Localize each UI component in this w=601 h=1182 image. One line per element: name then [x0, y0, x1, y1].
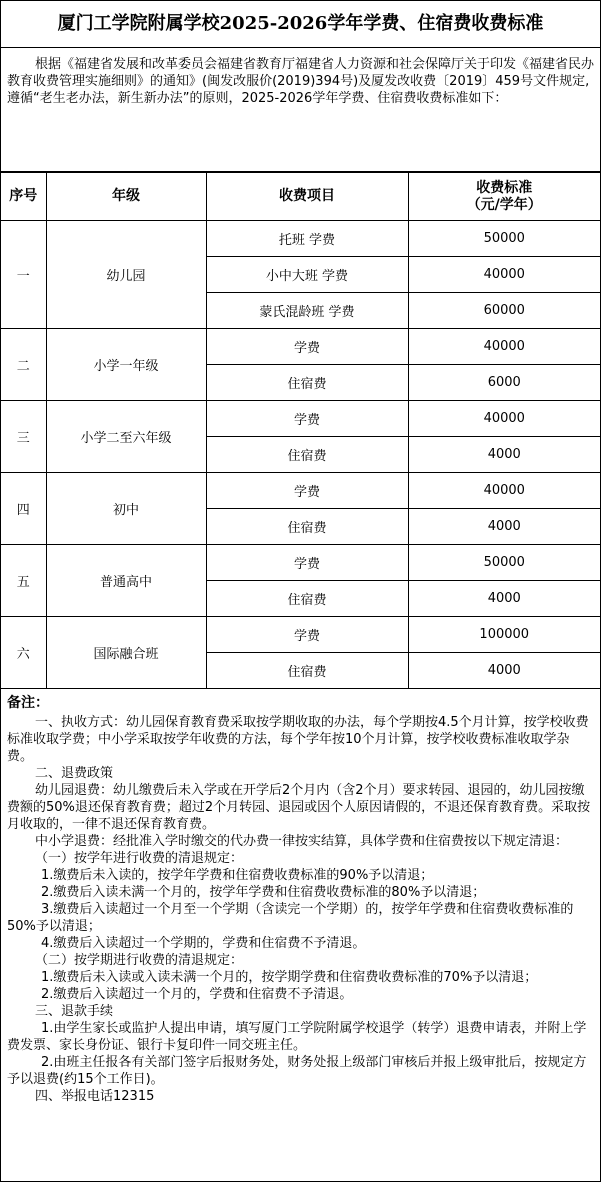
intro-paragraph: 根据《福建省发展和改革委员会福建省教育厅福建省人力资源和社会保障厅关于印发《福建省民办教育收费管理实施细则》的通知》(闽发改服价(2019)394号)及厦发改收费〔2019〕459号文件规定,遵循“老生老办法，新生新办法”的原则，2025-2026学年学费、住宿费收费标准如下： [1, 48, 600, 172]
cell-fee-item: 学费 [206, 401, 408, 437]
cell-fee-item: 蒙氏混龄班 学费 [206, 293, 408, 329]
cell-fee-item: 小中大班 学费 [206, 257, 408, 293]
cell-grade: 小学一年级 [46, 329, 206, 401]
header-seq: 序号 [1, 173, 46, 221]
cell-fee-amount: 50000 [408, 221, 600, 257]
fee-table [1, 172, 600, 689]
cell-fee-item: 学费 [206, 473, 408, 509]
notes-paragraph: 一、执收方式：幼儿园保育教育费采取按学期收取的办法，每个学期按4.5个月计算，按学校收费标准收取学费；中小学采取按学年收费的方法，每个学年按10个月计算，按学校收费标准收取学杂费。 [7, 715, 589, 764]
cell-fee-item: 住宿费 [206, 653, 408, 689]
table-row [1, 617, 600, 653]
fee-table-header-row [1, 173, 600, 221]
cell-fee-amount: 40000 [408, 257, 600, 293]
cell-fee-amount: 4000 [408, 581, 600, 617]
cell-fee-amount: 4000 [408, 509, 600, 545]
notes-paragraph: 四、举报电话12315 [35, 1089, 155, 1104]
notes-paragraph: 中小学退费：经批准入学时缴交的代办费一律按实结算，具体学费和住宿费按以下规定清退： [35, 834, 569, 849]
notes-paragraph: 2.由班主任报各有关部门签字后报财务处，财务处报上级部门审核后并报上级审批后，按规定方予以退费(约15个工作日)。 [7, 1055, 587, 1087]
cell-grade: 初中 [46, 473, 206, 545]
cell-grade: 普通高中 [46, 545, 206, 617]
cell-fee-amount: 60000 [408, 293, 600, 329]
cell-grade: 幼儿园 [46, 221, 206, 329]
cell-fee-amount: 6000 [408, 365, 600, 401]
cell-seq: 六 [1, 617, 46, 689]
cell-fee-amount: 4000 [408, 437, 600, 473]
cell-fee-amount: 4000 [408, 653, 600, 689]
cell-fee-item: 住宿费 [206, 365, 408, 401]
cell-seq: 三 [1, 401, 46, 473]
notes-label: 备注： [7, 695, 49, 711]
header-standard-line1: 收费标准 [476, 179, 533, 196]
cell-fee-amount: 50000 [408, 545, 600, 581]
cell-grade: 国际融合班 [46, 617, 206, 689]
cell-fee-amount: 40000 [408, 329, 600, 365]
cell-fee-item: 住宿费 [206, 581, 408, 617]
cell-fee-item: 学费 [206, 617, 408, 653]
notes-paragraph: 4.缴费后入读超过一个学期的，学费和住宿费不予清退。 [41, 936, 366, 951]
notes-paragraph: （一）按学年进行收费的清退规定： [35, 851, 244, 866]
table-row [1, 221, 600, 257]
cell-seq: 一 [1, 221, 46, 329]
notes-section [1, 689, 600, 1105]
cell-fee-item: 托班 学费 [206, 221, 408, 257]
notes-paragraph: 3.缴费后入读超过一个月至一个学期（含读完一个学期）的，按学年学费和住宿费收费标准的50%予以清退； [7, 902, 574, 934]
header-item: 收费项目 [206, 173, 408, 221]
notes-paragraph: 1.由学生家长或监护人提出申请，填写厦门工学院附属学校退学（转学）退费申请表，并附上学费发票、家长身份证、银行卡复印件一同交班主任。 [7, 1021, 587, 1053]
notes-paragraph: （二）按学期进行收费的清退规定： [35, 953, 244, 968]
table-row [1, 329, 600, 365]
cell-seq: 四 [1, 473, 46, 545]
header-standard [408, 173, 600, 221]
header-standard-line2: （元/学年） [466, 196, 542, 213]
notes-paragraph: 2.缴费后入读未满一个月的，按学年学费和住宿费收费标准的80%予以清退； [41, 885, 486, 900]
notes-paragraph: 1.缴费后未入读的，按学年学费和住宿费收费标准的90%予以清退； [41, 868, 434, 883]
notes-paragraph: 二、退费政策 [35, 766, 114, 781]
cell-grade: 小学二至六年级 [46, 401, 206, 473]
table-row [1, 545, 600, 581]
notes-paragraph: 幼儿园退费：幼儿缴费后未入学或在开学后2个月内（含2个月）要求转园、退园的，幼儿园按缴费额的50%退还保育教育费；超过2个月转园、退园或因个人原因请假的，不退还保育教育费。采取按月收取的，一律不退还保育教育费。 [7, 783, 591, 832]
cell-fee-amount: 40000 [408, 401, 600, 437]
notes-paragraph: 三、退款手续 [35, 1004, 114, 1019]
notes-paragraph: 1.缴费后未入读或入读未满一个月的，按学期学费和住宿费收费标准的70%予以清退； [41, 970, 538, 985]
table-row [1, 473, 600, 509]
cell-seq: 二 [1, 329, 46, 401]
cell-fee-amount: 100000 [408, 617, 600, 653]
notes-paragraph: 2.缴费后入读超过一个月的，学费和住宿费不予清退。 [41, 987, 353, 1002]
header-grade: 年级 [46, 173, 206, 221]
cell-fee-item: 学费 [206, 329, 408, 365]
cell-seq: 五 [1, 545, 46, 617]
cell-fee-item: 住宿费 [206, 437, 408, 473]
document-title: 厦门工学院附属学校2025-2026学年学费、住宿费收费标准 [1, 1, 600, 48]
cell-fee-item: 学费 [206, 545, 408, 581]
cell-fee-amount: 40000 [408, 473, 600, 509]
table-row [1, 401, 600, 437]
cell-fee-item: 住宿费 [206, 509, 408, 545]
fee-table-body [1, 221, 600, 689]
